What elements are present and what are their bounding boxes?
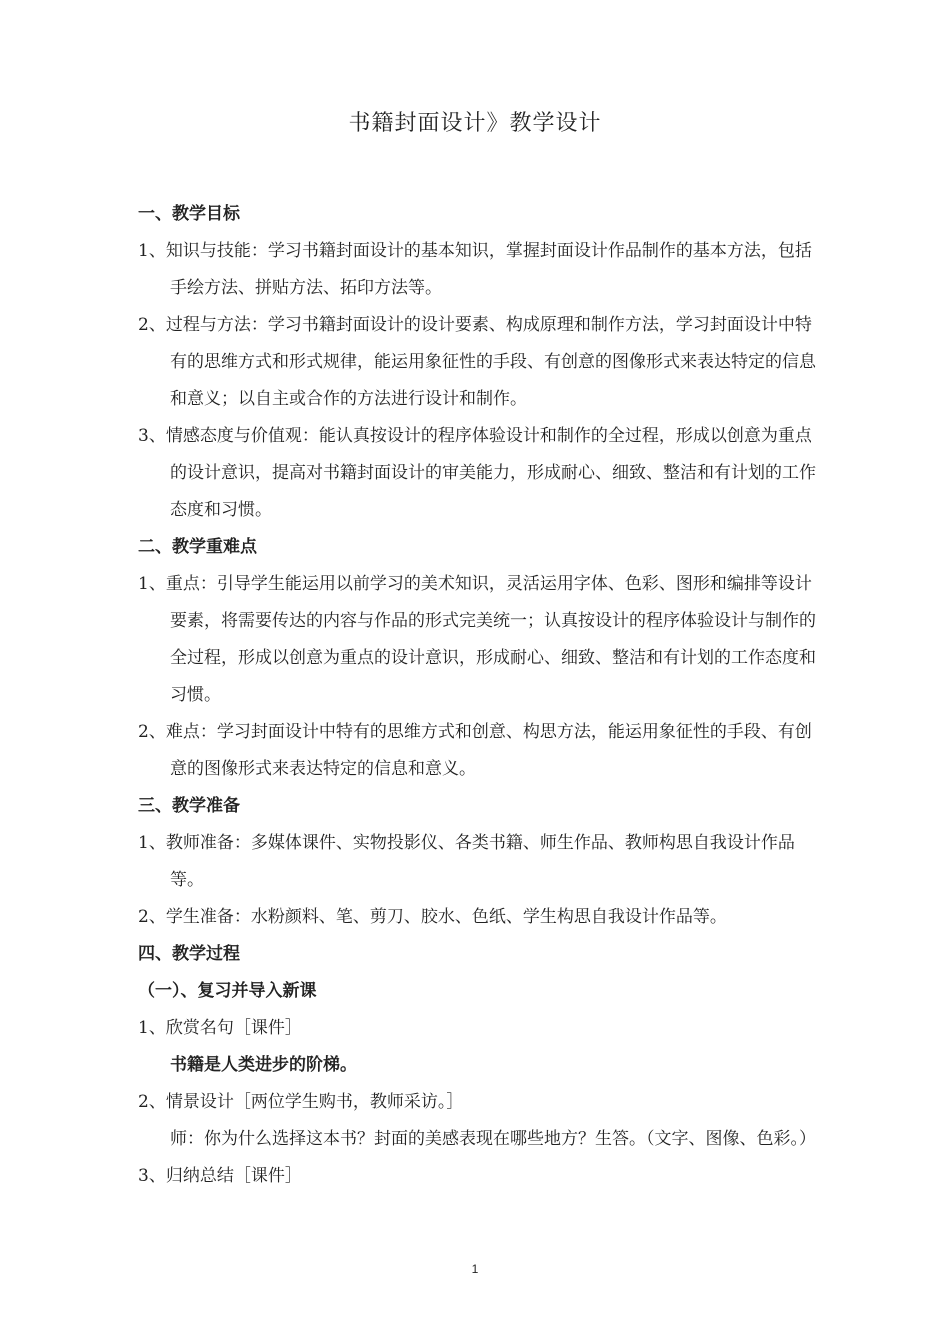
paragraph: 2、情景设计［两位学生购书，教师采访。］ — [138, 1092, 464, 1112]
paragraph: 3、归纳总结［课件］ — [138, 1166, 302, 1186]
paragraph: 2、学生准备：水粉颜料、笔、剪刀、胶水、色纸、学生构思自我设计作品等。 — [138, 907, 727, 927]
paragraph: 3、情感态度与价值观：能认真按设计的程序体验设计和制作的全过程，形成以创意为重点的设计意识，提高对书籍封面设计的审美能力，形成耐心、细致、整洁和有计划的工作态度和习惯。 — [138, 426, 816, 520]
paragraph: 2、难点：学习封面设计中特有的思维方式和创意、构思方法，能运用象征性的手段、有创意的图像形式来表达特定的信息和意义。 — [138, 722, 812, 779]
paragraph: 2、过程与方法：学习书籍封面设计的设计要素、构成原理和制作方法，学习封面设计中特有的思维方式和形式规律，能运用象征性的手段、有创意的图像形式来表达特定的信息和意义；以自主或合作的方法进行设计和制作。 — [138, 315, 816, 409]
quote: 书籍是人类进步的阶梯。 — [170, 1055, 357, 1075]
page-title: 书籍封面设计》教学设计 — [348, 111, 602, 136]
paragraph: 1、知识与技能：学习书籍封面设计的基本知识，掌握封面设计作品制作的基本方法，包括手绘方法、拼贴方法、拓印方法等。 — [138, 241, 812, 298]
section-heading-preparation: 三、教学准备 — [138, 796, 240, 816]
section-heading-process: 四、教学过程 — [138, 944, 240, 964]
section-heading-objectives: 一、教学目标 — [138, 204, 240, 224]
dialog-paragraph: 师：你为什么选择这本书？封面的美感表现在哪些地方？生答。（文字、图像、色彩。） — [170, 1129, 816, 1149]
paragraph: 1、欣赏名句［课件］ — [138, 1018, 302, 1038]
subsection-heading: （一）、复习并导入新课 — [138, 981, 317, 1001]
document-body — [138, 196, 818, 1195]
paragraph: 1、重点：引导学生能运用以前学习的美术知识，灵活运用字体、色彩、图形和编排等设计要素，将需要传达的内容与作品的形式完美统一；认真按设计的程序体验设计与制作的全过程，形成以创意为重点的设计意识，形成耐心、细致、整洁和有计划的工作态度和习惯。 — [138, 574, 816, 705]
page-number: 1 — [471, 1262, 479, 1276]
paragraph: 1、教师准备：多媒体课件、实物投影仪、各类书籍、师生作品、教师构思自我设计作品等。 — [138, 833, 795, 890]
section-heading-key-points: 二、教学重难点 — [138, 537, 257, 557]
